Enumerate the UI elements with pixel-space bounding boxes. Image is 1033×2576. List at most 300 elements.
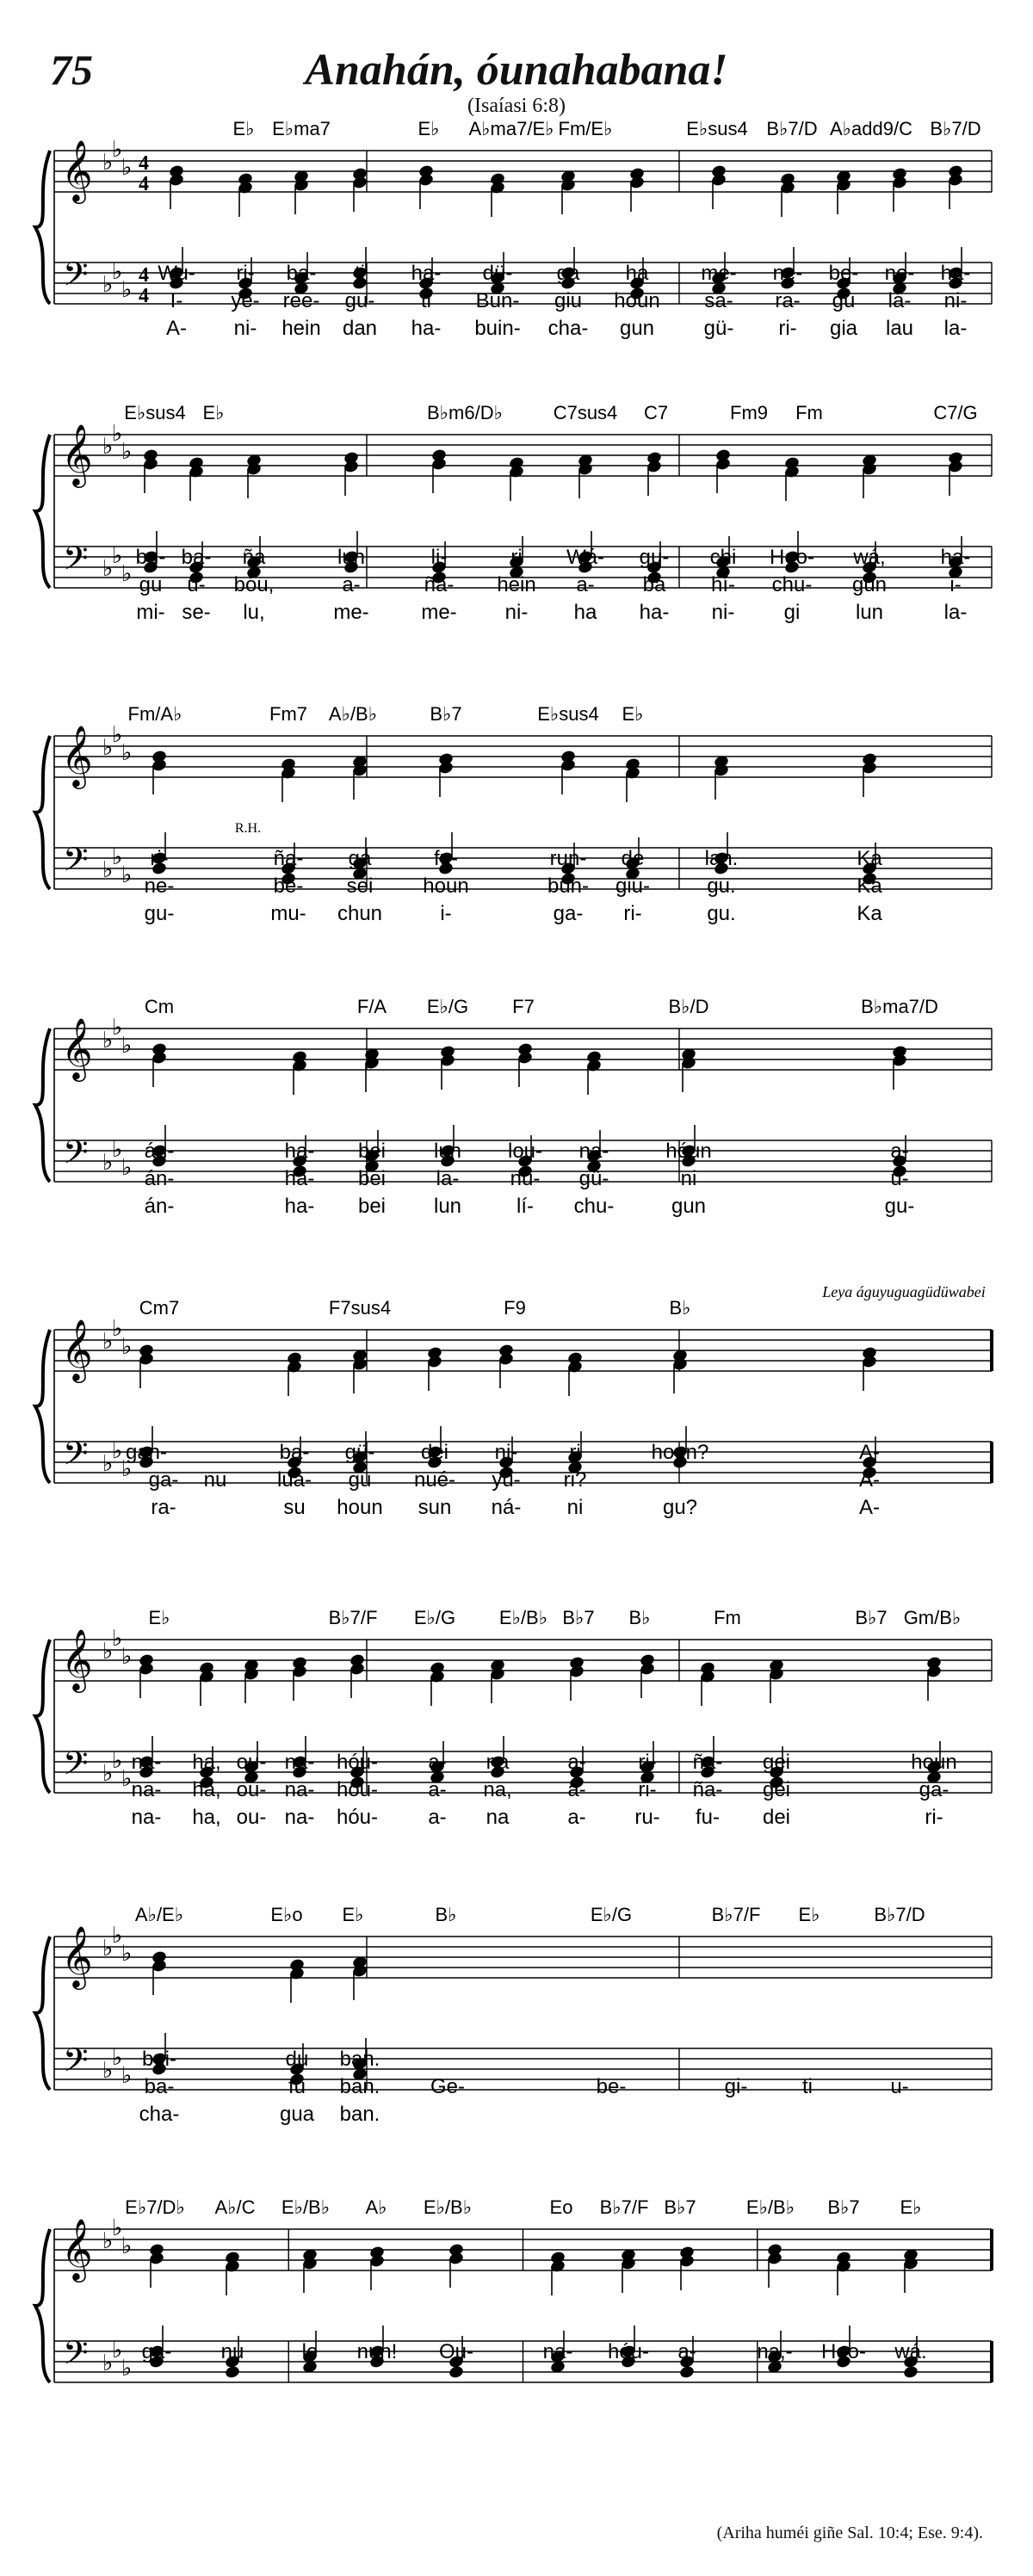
lyric-syllable: a-: [890, 1140, 909, 1163]
lyric-syllable: ha-: [411, 317, 442, 340]
note-head: [226, 2366, 240, 2379]
chord-symbol: E♭/B♭: [745, 2196, 795, 2218]
flat-sign: ♭: [102, 1639, 114, 1665]
lyric-syllable: Ka: [857, 902, 882, 925]
chord-symbol: E♭sus4: [537, 703, 599, 725]
flat-sign: ♭: [121, 1033, 133, 1059]
chord-symbol: F9: [504, 1297, 526, 1319]
lyric-syllable: a-: [428, 1778, 447, 1801]
lyric-syllable: hóu-: [336, 1778, 379, 1801]
chord-symbol: B♭m6/D♭: [427, 402, 503, 423]
treble-clef: 𝄞: [61, 1924, 93, 1987]
lyric-syllable: sei: [346, 874, 374, 898]
lyric-syllable: bei: [357, 1195, 387, 1218]
lyric-syllable: gu-: [344, 289, 375, 312]
flat-sign: ♭: [112, 2215, 123, 2241]
chord-symbol: B♭: [628, 1607, 651, 1628]
lyric-syllable: a-: [677, 2340, 696, 2363]
flat-sign: ♭: [112, 543, 123, 569]
lyric-syllable: sun: [418, 1496, 452, 1519]
lyric-syllable: a-: [428, 1806, 447, 1829]
lyric-syllable: gu-: [144, 902, 175, 925]
lyric-syllable: u-: [890, 1167, 909, 1190]
flat-sign: ♭: [121, 862, 133, 888]
lyric-syllable: Ka: [857, 847, 882, 870]
lyric-syllable: fu-: [695, 1806, 721, 1829]
lyric-syllable: le: [301, 2340, 319, 2363]
lyric-syllable: gia: [829, 317, 858, 340]
note-head: [680, 2366, 695, 2379]
lyric-syllable: na-: [542, 2340, 573, 2363]
lyric-syllable: fu: [288, 2075, 306, 2098]
lyric-syllable: gei: [762, 1778, 791, 1801]
lyric-syllable: hein: [281, 317, 321, 340]
lyric-syllable: ha-: [284, 1140, 315, 1163]
lyric-syllable: me-: [421, 601, 457, 624]
lyric-syllable: ri-: [638, 1778, 657, 1801]
lyric-syllable: gu.: [707, 874, 736, 898]
lyric-syllable: ri-: [925, 1806, 943, 1829]
flat-sign: ♭: [102, 1329, 114, 1355]
lyric-syllable: lí-: [516, 1195, 534, 1218]
lyric-syllable: sa-: [704, 289, 733, 312]
flat-sign: ♭: [112, 1923, 123, 1949]
lyric-syllable: ni-: [494, 1441, 518, 1464]
chord-symbol: Fm: [714, 1607, 741, 1628]
chord-symbol: Eo: [549, 2196, 573, 2218]
lyric-syllable: ye-: [231, 289, 260, 312]
chord-symbol: E♭: [622, 703, 644, 725]
brace: [35, 1937, 50, 2090]
chord-symbol: B♭: [435, 1904, 457, 1925]
lyric-syllable: Wá-: [566, 546, 604, 569]
bass-clef: 𝄢: [63, 1133, 89, 1179]
lyric-syllable: lu,: [243, 601, 265, 624]
flat-sign: ♭: [112, 137, 123, 163]
lyric-syllable: hóu-: [336, 1751, 379, 1774]
lyric-syllable: Heo-: [820, 2340, 867, 2363]
lyric-syllable: bóu,: [233, 573, 275, 596]
lyric-syllable: ban.: [339, 2048, 380, 2071]
lyric-syllable: a-: [567, 1751, 586, 1774]
chord-symbol: Cm: [144, 996, 175, 1017]
lyric-syllable: ni-: [504, 601, 529, 624]
flat-sign: ♭: [121, 2356, 133, 2381]
flat-sign: ♭: [102, 556, 114, 582]
lyric-syllable: dei: [762, 1806, 791, 1829]
lyric-syllable: u-: [187, 573, 206, 596]
lyric-syllable: run-: [549, 847, 587, 870]
note-head: [449, 2366, 464, 2379]
lyric-syllable: Ka: [857, 874, 882, 898]
chord-symbol: B♭7/D: [930, 118, 981, 139]
lyric-syllable: ba-: [144, 2075, 175, 2098]
flat-sign: ♭: [102, 1936, 114, 1961]
flat-sign: ♭: [121, 1766, 133, 1792]
lyric-syllable: la-: [943, 601, 968, 624]
flat-sign: ♭: [121, 2233, 133, 2259]
lyric-syllable: Bun-: [475, 289, 520, 312]
lyric-syllable: hóu-: [607, 2340, 650, 2363]
bass-clef: 𝄢: [63, 2333, 89, 2380]
lyric-syllable: ga-: [141, 2340, 172, 2363]
chord-symbol: E♭: [798, 1904, 820, 1925]
chord-symbol: A♭/C: [214, 2196, 256, 2218]
lyric-syllable: lun: [337, 546, 366, 569]
chord-symbol: E♭o: [270, 1904, 303, 1925]
lyric-syllable: ha,: [192, 1806, 221, 1829]
lyric-syllable: ha-: [639, 601, 670, 624]
lyric-syllable: lau: [885, 317, 914, 340]
chord-symbol: E♭sus4: [124, 402, 186, 423]
lyric-syllable: lou-: [507, 1140, 543, 1163]
lyric-syllable: yu-: [492, 1468, 521, 1492]
lyric-syllable: ban.: [339, 2103, 380, 2126]
time-signature-top: 4: [139, 264, 149, 287]
lyric-syllable: bei: [357, 1140, 387, 1163]
music-system-8: [35, 2196, 992, 2382]
lyric-syllable: A-: [859, 1496, 880, 1519]
chord-symbol: E♭/G: [426, 996, 469, 1017]
lyric-syllable: hein: [497, 573, 536, 596]
chord-symbol: E♭: [342, 1904, 364, 1925]
lyric-syllable: A-: [859, 1441, 880, 1464]
lyric-syllable: ri-: [778, 317, 797, 340]
flat-sign: ♭: [102, 2058, 114, 2084]
lyric-syllable: Heo-: [769, 546, 815, 569]
flat-sign: ♭: [102, 1028, 114, 1053]
lyric-syllable: gi-: [724, 2075, 748, 2098]
lyric-syllable: dei: [420, 1441, 449, 1464]
chord-symbol: Fm7: [269, 703, 307, 725]
bass-clef: 𝄢: [63, 2041, 89, 2087]
treble-clef: 𝄞: [61, 1318, 93, 1381]
lyric-syllable: gu: [348, 1468, 372, 1492]
lyric-syllable: nué-: [413, 1468, 456, 1492]
lyric-syllable: ti: [802, 2075, 813, 2098]
chord-symbol: B♭7: [430, 703, 462, 725]
lyric-syllable: lua-: [276, 1468, 312, 1492]
flat-sign: ♭: [112, 844, 123, 870]
lyric-syllable: ne-: [144, 874, 175, 898]
lyric-syllable: ne-: [884, 262, 915, 285]
lyric-syllable: lun: [433, 1195, 462, 1218]
lyric-syllable: lun: [855, 601, 884, 624]
chord-symbol: B♭: [669, 1297, 691, 1319]
lyric-syllable: ou-: [236, 1751, 267, 1774]
lyric-syllable: na: [486, 1806, 510, 1829]
flat-sign: ♭: [121, 740, 133, 766]
music-system-5: [35, 1283, 992, 1519]
lyric-syllable: cha-: [547, 317, 589, 340]
chord-symbol: B♭7: [664, 2196, 696, 2218]
flat-sign: ♭: [102, 150, 114, 176]
lyric-syllable: A-: [166, 317, 187, 340]
hand-marking: R.H.: [234, 821, 262, 836]
lyric-syllable: ne-: [772, 262, 803, 285]
flat-sign: ♭: [102, 1761, 114, 1787]
time-signature-top: 4: [139, 152, 149, 175]
lyric-syllable: nu: [220, 2340, 244, 2363]
lyric-syllable: cha-: [139, 2103, 180, 2126]
flat-sign: ♭: [102, 272, 114, 298]
chord-symbol: F7sus4: [328, 1297, 392, 1319]
lyric-syllable: ha-: [940, 546, 971, 569]
bass-clef: 𝄢: [63, 255, 89, 301]
lyric-syllable: be-: [828, 262, 859, 285]
flat-sign: ♭: [102, 735, 114, 761]
lyric-syllable: A-: [859, 1468, 880, 1492]
chord-symbol: E♭ma7: [272, 118, 331, 139]
lyric-syllable: ña-: [273, 847, 304, 870]
brace: [35, 151, 50, 304]
lyric-syllable: gü-: [703, 317, 734, 340]
lyric-syllable: houn?: [651, 1441, 709, 1464]
lyric-syllable: gu.: [707, 902, 736, 925]
chord-symbol: A♭/E♭: [134, 1904, 184, 1925]
lyric-syllable: ba-: [181, 546, 212, 569]
lyric-syllable: na,: [483, 1778, 512, 1801]
chord-symbol: E♭: [232, 118, 255, 139]
lyric-syllable: ri: [510, 546, 523, 569]
treble-clef: 𝄞: [61, 724, 93, 787]
brace: [35, 2229, 50, 2382]
lyric-syllable: nun!: [356, 2340, 398, 2363]
treble-clef: 𝄞: [61, 1016, 93, 1079]
chord-symbol: E♭/B♭: [423, 2196, 473, 2218]
chord-symbol: E♭: [202, 402, 225, 423]
flat-sign: ♭: [102, 857, 114, 883]
chord-symbol: Fm: [795, 402, 823, 423]
lyric-syllable: na-: [131, 1751, 162, 1774]
lyric-syllable: su: [283, 1496, 306, 1519]
flat-sign: ♭: [112, 2045, 123, 2071]
lyric-syllable: ña-: [424, 573, 455, 596]
lyric-syllable: ha-: [284, 1195, 315, 1218]
lyric-syllable: án-: [144, 1140, 175, 1163]
lyric-syllable: bui-: [141, 2048, 177, 2071]
lyric-syllable: gun: [619, 317, 655, 340]
music-system-4: [35, 996, 992, 1218]
chord-symbol: C7sus4: [553, 402, 618, 423]
flat-sign: ♭: [121, 2063, 133, 2089]
chord-symbol: B♭ma7/D: [861, 996, 938, 1017]
lyric-syllable: gu-: [639, 546, 670, 569]
lyric-syllable: na: [486, 1751, 510, 1774]
lyric-syllable: houn: [614, 289, 660, 312]
chord-symbol: E♭sus4: [686, 118, 748, 139]
lyric-syllable: ga-: [553, 902, 584, 925]
chord-symbol: E♭: [900, 2196, 922, 2218]
lyric-syllable: dü-: [482, 262, 513, 285]
music-system-7: [35, 1904, 992, 2126]
brace: [35, 736, 50, 889]
lyric-syllable: ni: [566, 1496, 584, 1519]
lyric-syllable: ra-: [775, 289, 801, 312]
flat-sign: ♭: [112, 421, 123, 447]
chord-symbol: A♭ma7/E♭: [468, 118, 554, 139]
lyric-syllable: ou-: [236, 1806, 267, 1829]
lyric-syllable: ga-: [919, 1778, 949, 1801]
chord-symbol: E♭: [148, 1607, 170, 1628]
lyric-syllable: gu?: [662, 1496, 698, 1519]
chord-symbol: A♭: [365, 2196, 387, 2218]
lyric-syllable: du: [285, 2048, 309, 2071]
lyric-syllable: án-: [144, 1167, 175, 1190]
treble-clef: 𝄞: [61, 423, 93, 485]
flat-sign: ♭: [112, 2338, 123, 2363]
bass-clef: 𝄢: [63, 539, 89, 585]
treble-clef: 𝄞: [61, 1628, 93, 1690]
flat-sign: ♭: [112, 1015, 123, 1041]
flat-sign: ♭: [121, 1941, 133, 1967]
performance-direction: Leya águyuguagüdüwabei: [822, 1283, 986, 1300]
lyric-syllable: bún-: [547, 874, 590, 898]
music-system-1: [35, 118, 992, 340]
lyric-syllable: ha-: [284, 1167, 315, 1190]
lyric-syllable: gei: [762, 1751, 791, 1774]
lyric-syllable: ou-: [236, 1778, 267, 1801]
chord-symbol: B♭/D: [668, 996, 709, 1017]
flat-sign: ♭: [121, 155, 133, 181]
chord-symbol: Fm/E♭: [558, 118, 613, 139]
lyric-syllable: ru-: [634, 1806, 660, 1829]
lyric-syllable: gü-: [344, 1441, 375, 1464]
lyric-syllable: giu: [554, 289, 583, 312]
chord-symbol: A♭/B♭: [328, 703, 378, 725]
chord-symbol: Cm7: [139, 1297, 180, 1319]
chord-symbol: E♭/B♭: [281, 2196, 331, 2218]
lyric-syllable: li-: [430, 546, 448, 569]
chord-symbol: Fm/A♭: [127, 703, 182, 725]
flat-sign: ♭: [121, 1334, 133, 1360]
lyric-syllable: ri-: [236, 262, 255, 285]
lyric-syllable: giu-: [615, 874, 651, 898]
lyric-syllable: chi: [709, 546, 737, 569]
bass-clef: 𝄢: [63, 840, 89, 886]
lyric-syllable: ni-: [943, 289, 968, 312]
lyric-syllable: na-: [131, 1778, 162, 1801]
chord-symbol: B♭7: [855, 1607, 888, 1628]
lyric-syllable: ni-: [233, 317, 257, 340]
chord-symbol: C7/G: [933, 402, 978, 423]
flat-sign: ♭: [112, 259, 123, 285]
lyric-syllable: wá,: [853, 546, 886, 569]
lyric-syllable: be-: [273, 874, 304, 898]
lyric-syllable: i-: [440, 902, 452, 925]
lyric-syllable: ree-: [282, 289, 320, 312]
lyric-syllable: gi: [783, 601, 801, 624]
lyric-syllable: ná-: [491, 1496, 522, 1519]
lyric-syllable: ha-: [940, 262, 971, 285]
lyric-syllable: chu-: [573, 1195, 615, 1218]
lyric-syllable: ha,: [192, 1778, 221, 1801]
brace: [35, 435, 50, 588]
flat-sign: ♭: [112, 1137, 123, 1163]
lyric-syllable: hóun: [665, 1140, 712, 1163]
lyric-syllable: i-: [949, 573, 962, 596]
treble-clef: 𝄞: [61, 2217, 93, 2280]
lyric-syllable: na-: [284, 1751, 315, 1774]
lyric-syllable: bei: [357, 1167, 387, 1190]
hymn-number: 75: [50, 46, 93, 94]
lyric-syllable: de: [621, 847, 645, 870]
music-system-3: [35, 703, 992, 925]
lyric-syllable: bu-: [135, 546, 166, 569]
lyric-syllable: u-: [890, 2075, 909, 2098]
flat-sign: ♭: [102, 2228, 114, 2254]
lyric-syllable: gu: [832, 289, 856, 312]
lyric-syllable: be-: [596, 2075, 627, 2098]
lyric-syllable: na-: [578, 1140, 609, 1163]
lyric-syllable: me-: [701, 262, 737, 285]
lyric-syllable: ña-: [692, 1751, 723, 1774]
lyric-syllable: Wu-: [158, 262, 195, 285]
lyric-syllable: gü-: [578, 1167, 609, 1190]
flat-sign: ♭: [112, 1748, 123, 1774]
lyric-syllable: ha: [625, 262, 649, 285]
time-signature-bottom: 4: [139, 285, 149, 307]
chord-symbol: Fm9: [730, 402, 768, 423]
lyric-syllable: dan: [342, 317, 378, 340]
flat-sign: ♭: [121, 561, 133, 587]
lyric-syllable: ti: [355, 262, 365, 285]
chord-symbol: E♭7/D♭: [125, 2196, 185, 2218]
chord-symbol: B♭7/D: [874, 1904, 925, 1925]
lyric-syllable: ña: [242, 546, 266, 569]
lyric-syllable: ri: [569, 1441, 581, 1464]
flat-sign: ♭: [121, 1644, 133, 1670]
chord-symbol: B♭7: [827, 2196, 860, 2218]
flat-sign: ♭: [112, 722, 123, 748]
flat-sign: ♭: [102, 1451, 114, 1477]
lyric-syllable: ha-: [411, 262, 442, 285]
lyric-syllable: án-: [144, 1195, 175, 1218]
lyric-syllable: ri-: [638, 1751, 657, 1774]
lyric-syllable: ni: [680, 1167, 697, 1190]
chord-symbol: B♭7/F: [599, 2196, 649, 2218]
lyric-syllable: hóu-: [336, 1806, 379, 1829]
chord-symbol: E♭/G: [413, 1607, 456, 1628]
chord-symbol: C7: [643, 402, 669, 423]
lyric-syllable: na-: [284, 1806, 315, 1829]
chord-symbol: F/A: [356, 996, 387, 1017]
lyric-syllable: ga-: [148, 1468, 179, 1492]
lyric-syllable: la-: [943, 317, 968, 340]
lyric-syllable: houn: [423, 874, 469, 898]
lyric-syllable: a-: [576, 573, 595, 596]
flat-sign: ♭: [102, 1150, 114, 1176]
chord-symbol: Gm/B♭: [903, 1607, 962, 1628]
lyric-syllable: ra-: [151, 1496, 176, 1519]
flat-sign: ♭: [121, 277, 133, 303]
lyric-syllable: gua: [279, 2103, 315, 2126]
note-head: [904, 2366, 919, 2379]
lyric-syllable: lan.: [704, 847, 739, 870]
lyric-syllable: nü-: [510, 1167, 541, 1190]
lyric-syllable: gun: [671, 1195, 707, 1218]
brace: [35, 1029, 50, 1182]
lyric-syllable: I-: [170, 289, 183, 312]
lyric-syllable: ba-: [279, 1441, 310, 1464]
lyric-syllable: gu: [139, 573, 163, 596]
lyric-syllable: gun: [851, 573, 888, 596]
lyric-syllable: lun: [433, 1140, 462, 1163]
lyric-syllable: me-: [333, 601, 369, 624]
lyric-syllable: mu-: [270, 902, 306, 925]
bass-clef: 𝄢: [63, 1434, 89, 1480]
lyric-syllable: buin-: [474, 317, 521, 340]
